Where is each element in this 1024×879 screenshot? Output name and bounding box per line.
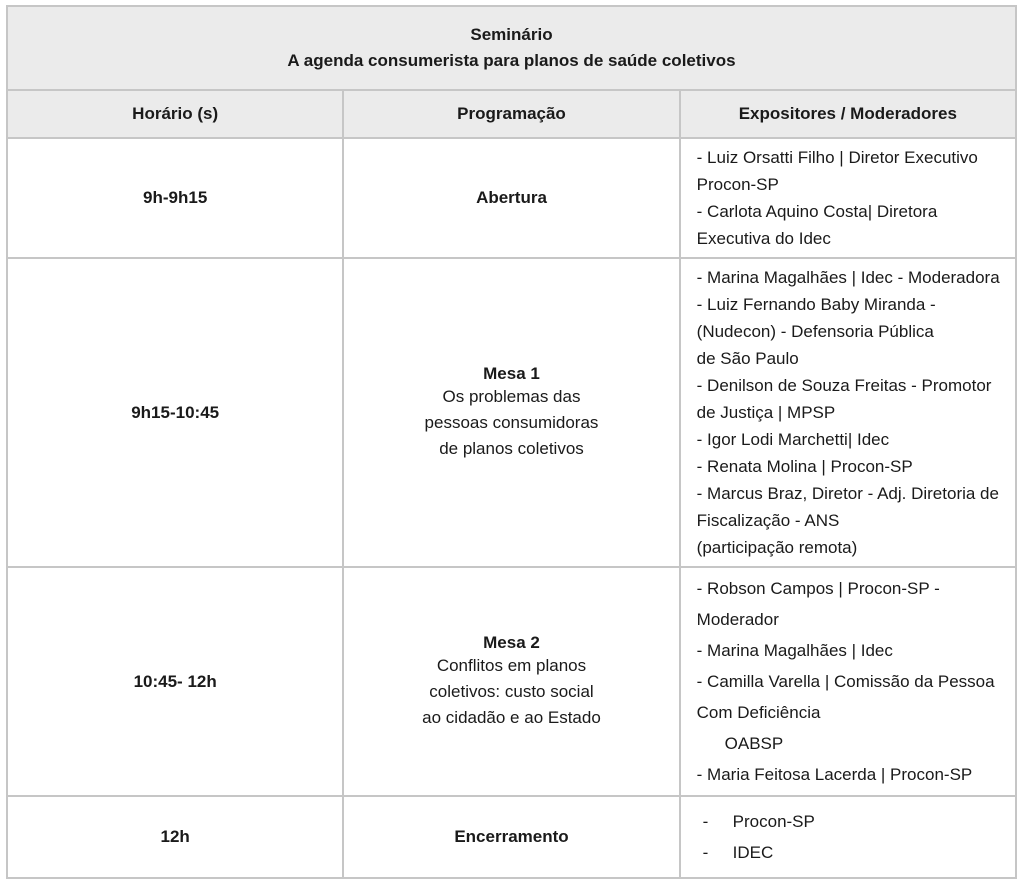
row-speakers (680, 796, 1016, 878)
speaker-line: Procon-SP (732, 812, 815, 831)
program-desc-line: coletivos: custo social (429, 681, 594, 701)
seminar-subtitle: A agenda consumerista para planos de saúde coletivos (287, 51, 736, 70)
header-speakers: Expositores / Moderadores (680, 90, 1016, 138)
speaker-line: - Camilla Varella | Comissão da Pessoa Com Deficiência (696, 672, 995, 722)
header-program: Programação (343, 90, 679, 138)
program-desc-line: pessoas consumidoras (424, 412, 599, 432)
speaker-line: (participação remota) (696, 538, 858, 557)
program-desc-line: ao cidadão e ao Estado (422, 707, 601, 727)
row-program (343, 796, 679, 878)
speaker-line: - Marina Magalhães | Idec (696, 641, 893, 660)
seminar-title: Seminário (470, 25, 553, 44)
row-time: 9h-9h15 (7, 138, 343, 258)
row-time: 9h15-10:45 (7, 258, 343, 567)
row-time: 12h (7, 796, 343, 878)
title-cell (7, 6, 1016, 90)
header-time: Horário (s) (7, 90, 343, 138)
list-item (697, 837, 1007, 868)
agenda-table (6, 5, 1017, 879)
program-desc-line: Os problemas das (442, 386, 581, 406)
speaker-line: - Carlota Aquino Costa| Diretora Executiva do Idec (696, 202, 938, 248)
title-row (7, 6, 1016, 90)
speaker-line: - Maria Feitosa Lacerda | Procon-SP (696, 765, 973, 784)
row-program (343, 258, 679, 567)
speaker-line: - Luiz Fernando Baby Miranda - (Nudecon) - Defensoria Pública (696, 295, 936, 341)
table-row (7, 258, 1016, 567)
row-speakers (680, 138, 1016, 258)
speaker-line: - Igor Lodi Marchetti| Idec (696, 430, 890, 449)
program-title: Mesa 2 (483, 632, 540, 652)
table-row (7, 796, 1016, 878)
dash-bullet: - (702, 812, 709, 831)
speaker-line: - Marcus Braz, Diretor - Adj. Diretoria de Fiscalização - ANS (696, 484, 999, 530)
program-title: Encerramento (454, 827, 569, 846)
table-row (7, 567, 1016, 796)
speaker-line: IDEC (732, 843, 774, 862)
program-desc-line: de planos coletivos (439, 438, 584, 458)
speaker-line: - Denilson de Souza Freitas - Promotor de Justiça | MPSP (696, 376, 992, 422)
row-time: 10:45- 12h (7, 567, 343, 796)
program-desc-line: Conflitos em planos (436, 655, 587, 675)
program-title: Mesa 1 (483, 363, 540, 383)
speaker-line: de São Paulo (696, 349, 799, 368)
program-title: Abertura (476, 188, 547, 207)
row-program (343, 138, 679, 258)
speaker-line: - Marina Magalhães | Idec - Moderadora (696, 268, 1000, 287)
speaker-line: - Robson Campos | Procon-SP - Moderador (696, 579, 940, 629)
speaker-line: OABSP (724, 734, 784, 753)
table-row (7, 138, 1016, 258)
row-speakers (680, 567, 1016, 796)
speaker-line: - Luiz Orsatti Filho | Diretor Executivo Procon-SP (696, 148, 978, 194)
row-program (343, 567, 679, 796)
speaker-line: - Renata Molina | Procon-SP (696, 457, 913, 476)
column-header-row (7, 90, 1016, 138)
dash-bullet: - (702, 843, 709, 862)
list-item (697, 806, 1007, 837)
row-speakers (680, 258, 1016, 567)
